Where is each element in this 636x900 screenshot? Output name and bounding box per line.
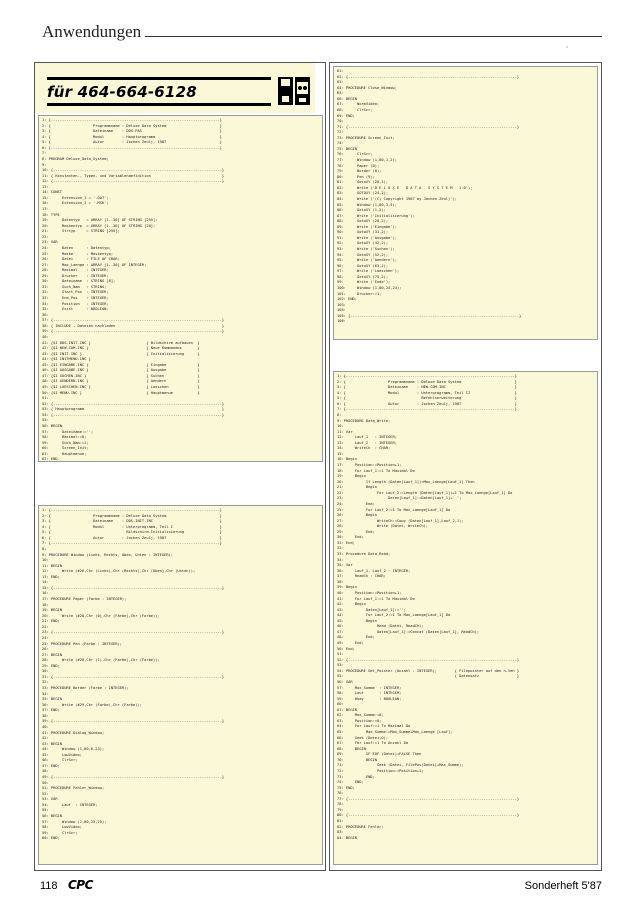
issue-label: Sonderheft 5'87	[524, 880, 602, 892]
page-title: Anwendungen	[42, 22, 145, 42]
cassette-disk-icon	[278, 77, 310, 105]
banner	[35, 63, 315, 113]
banner-rule-bottom	[47, 103, 271, 106]
banner-text: für 464-664-6128	[47, 83, 197, 101]
code-text: 61: 62: {----------------------------------------------------------------------------} 63: 64: PROCEDURE Close_Window; 65: 66: BEGIN 67: NormVideo; 68: ClrScr; 69: END; 70: 71: {----------------------------------------------------------------------------} 72: 73: PROCEDURE Screen_Init; 74: 75: BEGIN 76: ClrScr; 77: Window (1,80,1,2); 78: Paper (0); 79: Border (0); 80: Pen (9); 81: GotoXY (20,1); 82: Write ('D E L U X E D A T A S Y S T E M 1.0'); 83: GOTOXY (24,2); 84: Write ('(C) Copyright 1987 by Jochen Zeulj'); 85: Window (1,80,3,5); 86: GotoXY (1,2); 87: Write ('Initialisierung'); 88: GotoXY (20,2); 89: Write ('Eingabe'); 90: GotoXY (31,2); 91: Write ('Ausgabe'); 92: GotoXY (42,2); 93: Write ('Suchen'); 94: GotoXY (52,2); 95: Write ('Aendern'); 96: GotoXY (63,2); 97: Write ('Loeschen'); 98: GotoXY (75,2); 99: Write ('Ende'); 100: Window (1,80,24,24); 101: Drucker:=1; 102: END; 103: 104: 105: {----------------------------------------------------------------------------} 106:	[337, 69, 522, 324]
code-listing-main-program	[38, 115, 323, 462]
banner-rule-top	[47, 77, 271, 80]
binder-mark	[566, 46, 568, 48]
code-text: 1: {----------------------------------------------------------------------------} 2: { Programmname : Deluxe Data System } 3: { Dateiname : DDS-INIT.INC } 4: { Modul : Unterprogramm, Teil I } 5: { Bildschirm-Initialisierung } 6: { Autor : Jochen Zeulj, 1987 } 7: {----------------------------------------------------------------------------} 8: 9: PROCEDURE Window (Links, Rechts, Oben, Unten : INTEGER); 10: 11: BEGIN 12: Write (#26,Chr (Links),Chr (Rechts),Chr (Oben),Chr (Unten)); 13: END; 14: 15: {----------------------------------------------------------------------------} 16: 17: PROCEDURE Paper (Farbe : INTEGER); 18: 19: BEGIN 20: Write (#28,Chr (0),Chr (Farbe),Chr (Farbe)); 21: END; 22: 23: {----------------------------------------------------------------------------} 24: 25: PROCEDURE Pen (Farbe : INTEGER); 26: 27: BEGIN 28: Write (#28,Chr (1),Chr (Farbe),Chr (Farbe)); 29: END; 30: 31: {----------------------------------------------------------------------------} 32: 33: PROCEDURE Border (Farbe : INTEGER); 34: 35: BEGIN 36: Write (#29,Chr (Farbe),Chr (Farbe)); 37: END; 38: 39: {----------------------------------------------------------------------------} 40: 41: PROCEDURE Dialog_Window; 42: 43: BEGIN 44: Window (1,80,6,23); 45: LowVideo; 46: ClrScr; 47: END; 48: 49: {----------------------------------------------------------------------------} 50: 51: PROCEDURE Fehler_Window; 52: 53: VAR 54: Lauf : INTEGER; 55: 56: BEGIN 57: Window (1,80,25,25); 58: LowVideo; 59: ClrScr; 60: END;	[42, 508, 225, 841]
magazine-logo: CPC	[68, 878, 93, 892]
code-listing-newcom-module	[333, 371, 598, 865]
code-text: 1: {----------------------------------------------------------------------------} 2: { Programmname : Deluxe Data System } 3: { Dateiname : NEW-COM.INC } 4: { Modul : Unterprogramm, Teil II } 5: { Befehlserweiterung } 6: { Autor : Jochen Zeulj, 1987 } 7: {----------------------------------------------------------------------------} 8: 9: PROCEDURE Data_Write; 10: 11: Var 12: Lauf_1 : INTEGER; 13: Lauf_2 : INTEGER; 14: WriteCh : CHAR; 15: 16: Begin 17: Position:=Position+1; 18: For Lauf_1:=1 To Maximal Do 19: Begin 20: If Length (Daten[Lauf_1])<Max_Laenge[Lauf_1] Then 21: Begin 22: For Lauf_2:=Length (Daten[Lauf_1])+1 To Max_Laenge[Lauf_1] Do 23: Daten[Lauf_1]:=Daten[Lauf_1]+' '; 24: End; 25: For Lauf_2:=1 To Max_Laenge[Lauf_1] Do 26: Begin 27: WriteCh:=Copy (Daten[Lauf_1],Lauf_2,1); 28: Write (Datei, WriteCh); 29: End; 30: End; 31: End; 32: 33: Procedure Data_Read; 34: 35: Var 36: Lauf_1, Lauf_2 : INTEGER; 37: ReadCh : CHAR; 38: 39: Begin 40: Position:=Position+1; 41: For Lauf_1:=1 To Maximal Do 42: Begin 43: Daten[Lauf_1]:=''; 44: For Lauf_2:=1 To Max_Laenge[Lauf_1] Do 45: Begin 46: Read (Datei, ReadCh); 47: Daten[Lauf_1]:=Concat (Daten[Lauf_1], ReadCh); 48: End; 49: End; 50: End; 51: 52: {----------------------------------------------------------------------------} 53: 54: PROCEDURE Get_Pointer (Anzahl : INTEGER); { Filepointer auf den n-ten } 55: { Datensatz } 56: VAR 57: Max_Summe : INTEGER; 58: Lauf : INTEGER; 59: Okay : BOOLEAN; 60: 61: BEGIN 62: Max_Summe:=0; 63: Position:=0; 64: For Lauf:=1 To Maximal Do 65: Max_Summe:=Max_Summe+Max_Laenge [Lauf]; 66: Seek (Datei,0); 67: For Lauf:=1 To Anzahl Do 68: BEGIN 69: IF EOF (Datei)=FALSE Then 70: BEGIN 71: Seek (Datei, FilePos(Datei)+Max_Summe); 72: Position:=Position+1; 73: END; 74: END; 75: END; 76: 77: {----------------------------------------------------------------------------} 78: 79: 80: {----------------------------------------------------------------------------} 81: 82: PROCEDURE Fehler; 83: 84: BEGIN	[337, 374, 520, 840]
code-text: 1: {----------------------------------------------------------------------------} 2: { Programmname : Deluxe Data System } 3: { Dateiname : DDS.PAS } 4: { Modul : Hauptprogramm } 5: { Autor : Jochen Zeulj, 1987 } 6: {----------------------------------------------------------------------------} 7: 8: PROGRAM Deluxe_Data_System; 9: 10: {----------------------------------------------------------------------------} 11: { Konstanten-, Typen- und Variablendefinition } 12: {----------------------------------------------------------------------------} 13: 14: CONST 15: Extension_1 = '.DAT'; 16: Extension_2 = '.MSK'; 17: 18: TYPE 19: Datentyp = ARRAY [1..30] OF STRING [255]; 20: Maskentyp = ARRAY [1..30] OF STRING [20]; 21: Strtyp = STRING [255]; 22: 23: VAR 24: Daten : Datentyp; 25: Maske : Maskentyp; 26: Datei : FILE OF CHAR; 27: Max_Laenge : ARRAY [1..30] OF INTEGER; 28: Maximal : INTEGER; 29: Drucker : INTEGER; 30: Dateiname : STRING [8]; 31: Such_Nam : STRING; 32: Start_Pos : INTEGER; 33: End_Pos : INTEGER; 34: Position : INTEGER; 35: Exist : BOOLEAN; 36: 37: {----------------------------------------------------------------------------} 38: { INCLUDE - Dateien nachladen } 39: {----------------------------------------------------------------------------} 40: 41: {$I DDS-INIT.INC } { Bildschirm aufbauen } 42: {$I NEW-COM.INC } { Neue Kommandos } 43: {$I INIT.INC } { Initialisierung } 44: {$I INITMENU.INC } 45: {$I EINGABE.INC } { Eingabe } 46: {$I AUSGABE.INC } { Ausgabe } 47: {$I SUCHEN.INC } { Suchen } 48: {$I AENDERN.INC } { Aendern } 49: {$I LOESCHEN.INC } { Loeschen } 50: {$I MENU.INC } { Hauptmenue } 51: 52: {----------------------------------------------------------------------------} 53: { Hauptprogramm } 54: {----------------------------------------------------------------------------} 55: 56: BEGIN 57: Dateiname:=''; 58: Maximal:=0; 59: Such_Nam:=1; 60: Screen_Init; 61: Hauptmenue; 62: END.	[42, 118, 225, 462]
code-listing-init-module	[38, 505, 323, 865]
right-column	[329, 62, 602, 871]
page-number: 118	[40, 880, 58, 892]
left-column	[34, 62, 326, 871]
code-listing-init-module-continued	[333, 66, 598, 340]
